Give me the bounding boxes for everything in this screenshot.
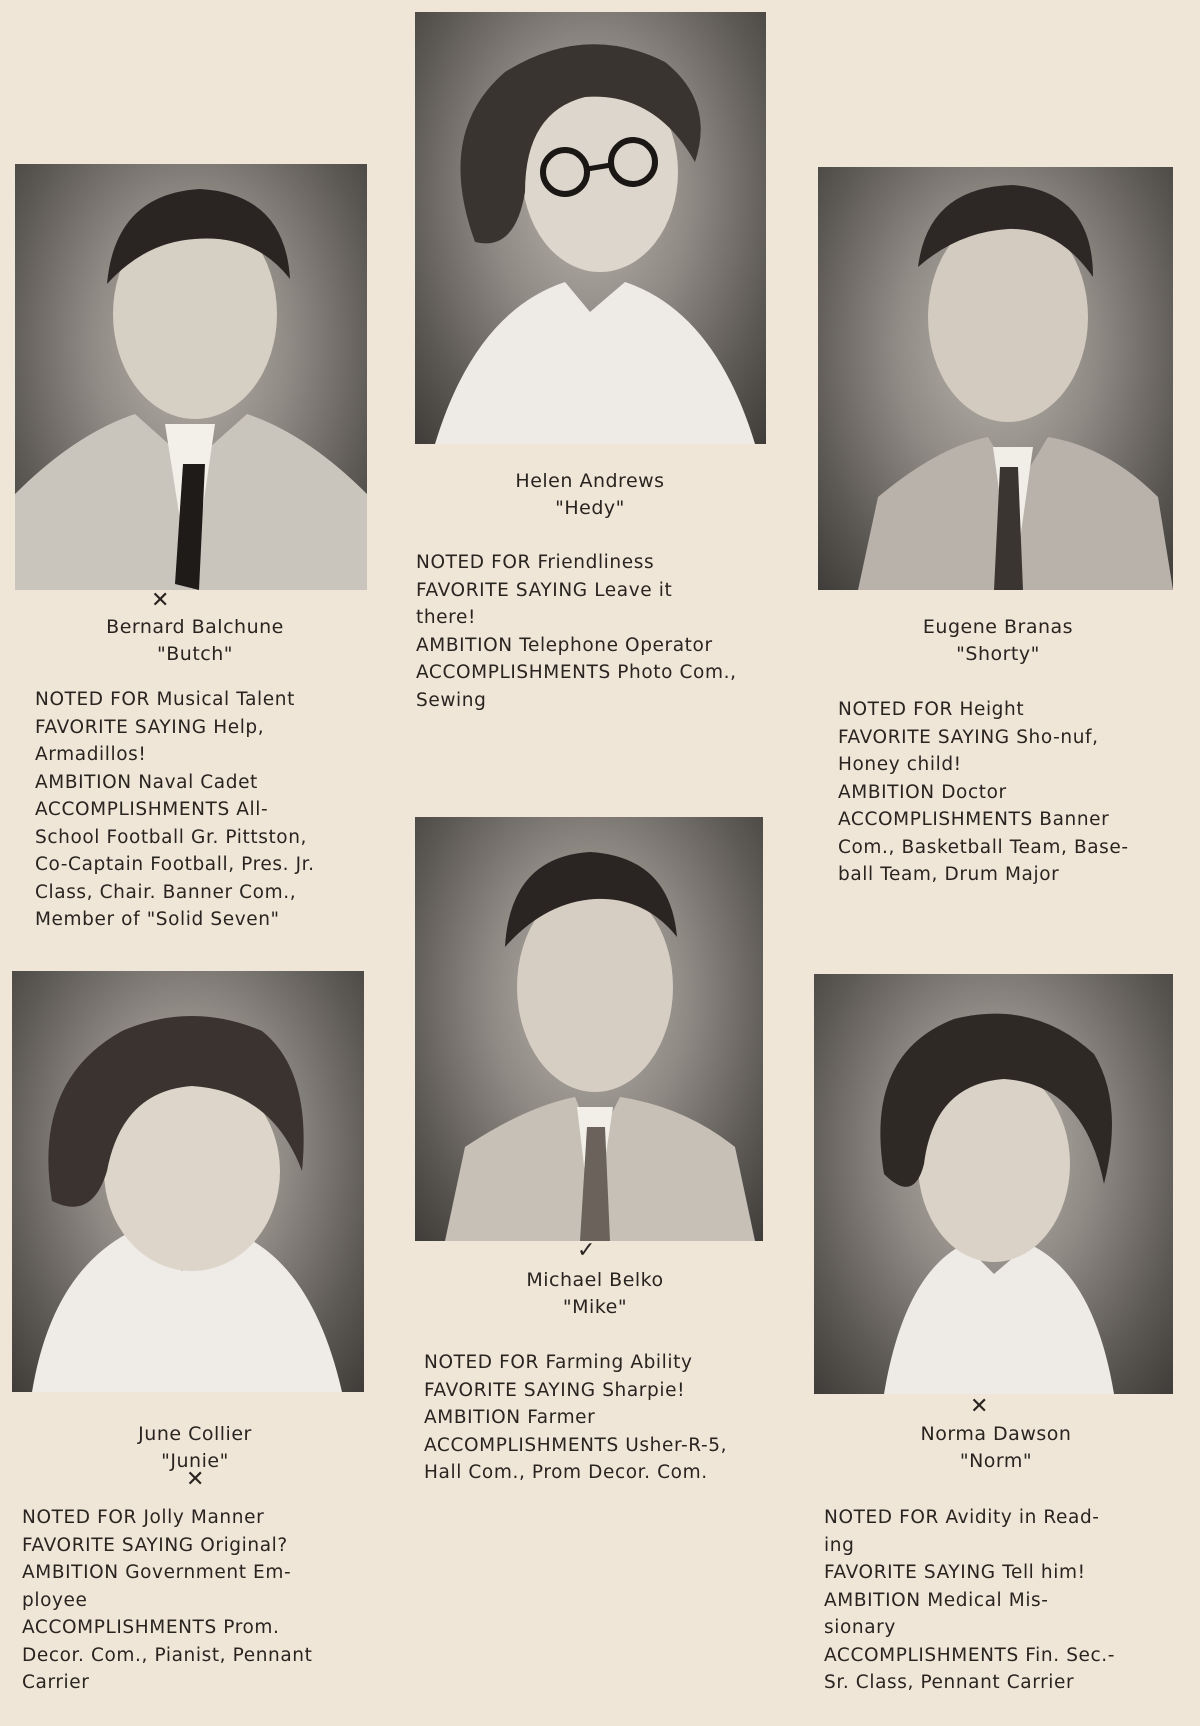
student-name: Helen Andrews (515, 470, 665, 492)
detail-line: AMBITION Farmer (424, 1407, 596, 1428)
detail-line: AMBITION Naval Cadet (35, 771, 258, 793)
portrait-photo-june-collier (12, 971, 364, 1392)
detail-line: AMBITION Medical Mis- (824, 1589, 1049, 1611)
detail-line: Class, Chair. Banner Com., (35, 881, 297, 903)
student-name: Bernard Balchune (106, 616, 284, 638)
detail-line: ACCOMPLISHMENTS Banner (838, 809, 1110, 830)
student-caption (65, 614, 325, 668)
student-nickname: "Norm" (959, 1450, 1033, 1472)
student-caption (866, 1421, 1126, 1475)
student-name: June Collier (138, 1423, 252, 1445)
student-name: Eugene Branas (922, 616, 1074, 638)
detail-line: FAVORITE SAYING Sharpie! (424, 1379, 686, 1401)
detail-line: School Football Gr. Pittston, (35, 826, 308, 848)
portrait-photo-helen-andrews (415, 12, 766, 444)
detail-line: FAVORITE SAYING Tell him! (824, 1562, 1086, 1583)
detail-line: Honey child! (838, 754, 962, 775)
student-caption (465, 1267, 725, 1321)
portrait-photo-bernard-balchune (15, 164, 367, 590)
detail-line: NOTED FOR Jolly Manner (22, 1507, 265, 1528)
detail-line: ing (824, 1534, 855, 1556)
portrait-photo-norma-dawson (814, 974, 1173, 1394)
x-mark-icon: ✕ (970, 1394, 989, 1419)
detail-line: NOTED FOR Musical Talent (35, 689, 295, 710)
detail-line: FAVORITE SAYING Help, (35, 716, 265, 738)
detail-line: FAVORITE SAYING Original? (22, 1534, 288, 1556)
student-nickname: "Junie" (161, 1450, 229, 1472)
detail-line: NOTED FOR Height (838, 699, 1025, 720)
detail-line: ACCOMPLISHMENTS Prom. (22, 1617, 280, 1638)
student-name: Michael Belko (526, 1269, 664, 1291)
detail-line: Member of "Solid Seven" (35, 909, 280, 930)
detail-line: Com., Basketball Team, Base- (838, 836, 1129, 858)
detail-line: Hall Com., Prom Decor. Com. (424, 1462, 708, 1483)
detail-line: there! (416, 607, 476, 628)
student-details (424, 1349, 727, 1487)
student-details (824, 1504, 1115, 1697)
detail-line: AMBITION Doctor (838, 781, 1007, 803)
student-details (838, 696, 1129, 889)
portrait-photo-michael-belko (415, 817, 763, 1241)
detail-line: NOTED FOR Farming Ability (424, 1352, 693, 1373)
detail-line: Sr. Class, Pennant Carrier (824, 1672, 1075, 1693)
detail-line: Armadillos! (35, 744, 147, 765)
detail-line: ACCOMPLISHMENTS Usher-R-5, (424, 1434, 728, 1456)
detail-line: ACCOMPLISHMENTS Fin. Sec.- (824, 1644, 1116, 1666)
portrait-photo-eugene-branas (818, 167, 1173, 590)
detail-line: AMBITION Telephone Operator (416, 634, 713, 656)
detail-line: AMBITION Government Em- (22, 1562, 292, 1583)
student-nickname: "Shorty" (956, 643, 1040, 665)
detail-line: FAVORITE SAYING Leave it (416, 579, 673, 601)
student-caption (460, 468, 720, 522)
student-caption (868, 614, 1128, 668)
x-mark-icon: ✕ (151, 588, 170, 613)
student-details (416, 549, 737, 714)
detail-line: Co-Captain Football, Pres. Jr. (35, 854, 315, 875)
detail-line: Decor. Com., Pianist, Pennant (22, 1644, 313, 1666)
student-nickname: "Mike" (562, 1296, 628, 1318)
student-nickname: "Butch" (157, 643, 233, 665)
detail-line: sionary (824, 1617, 896, 1638)
detail-line: Sewing (416, 689, 487, 711)
detail-line: ball Team, Drum Major (838, 864, 1060, 885)
student-nickname: "Hedy" (555, 497, 625, 519)
detail-line: Carrier (22, 1672, 90, 1693)
student-name: Norma Dawson (920, 1423, 1072, 1445)
x-mark-icon: ✕ (186, 1467, 205, 1492)
student-details (35, 686, 315, 934)
detail-line: FAVORITE SAYING Sho-nuf, (838, 726, 1099, 748)
detail-line: ACCOMPLISHMENTS Photo Com., (416, 662, 737, 683)
detail-line: NOTED FOR Avidity in Read- (824, 1507, 1100, 1528)
detail-line: ployee (22, 1589, 88, 1611)
detail-line: NOTED FOR Friendliness (416, 552, 655, 573)
detail-line: ACCOMPLISHMENTS All- (35, 799, 269, 820)
check-mark-icon: ✓ (577, 1238, 596, 1263)
student-details (22, 1504, 312, 1697)
